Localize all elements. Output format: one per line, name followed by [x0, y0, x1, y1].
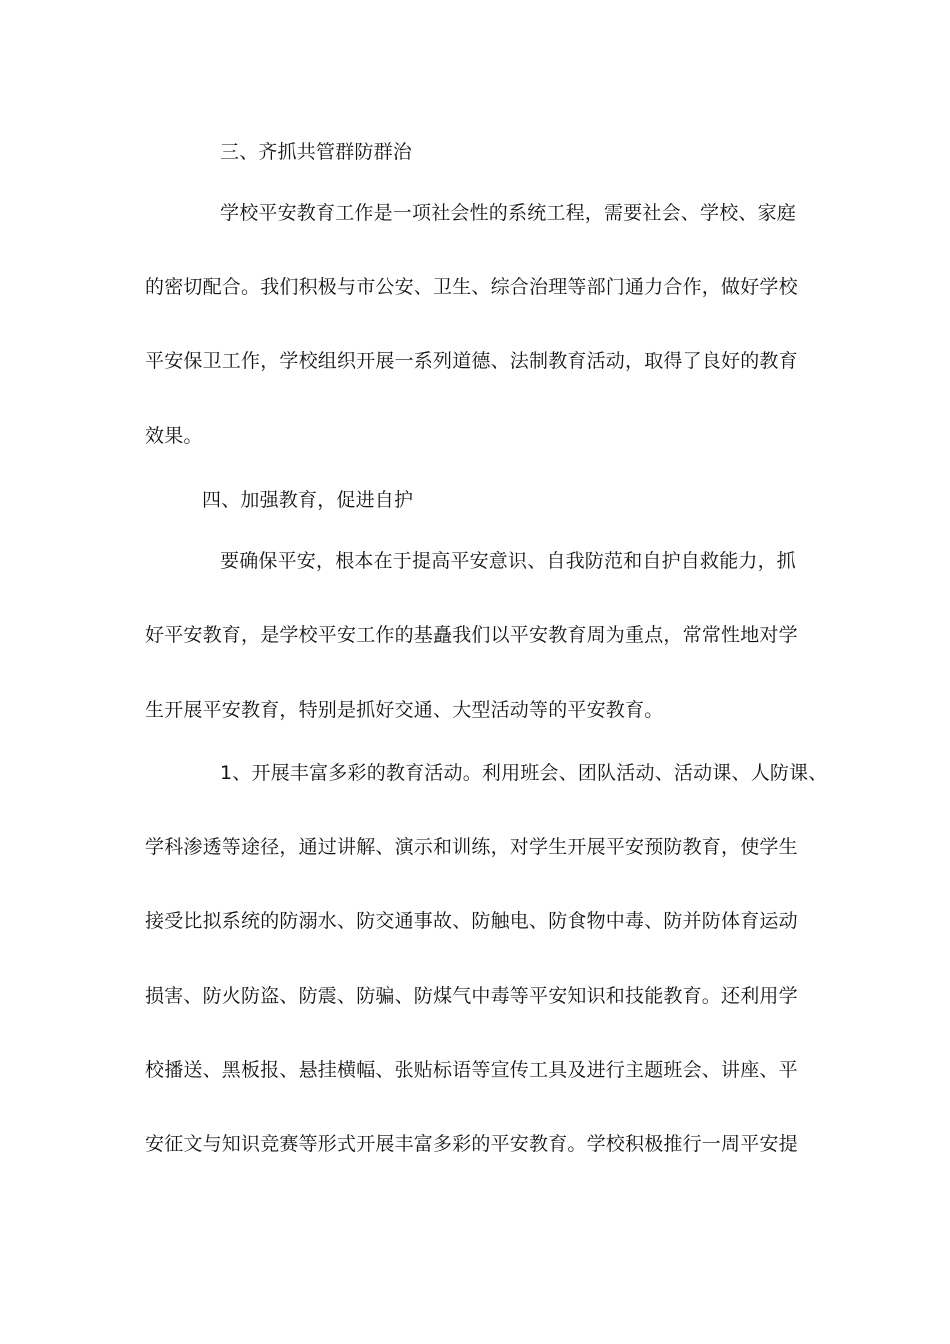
list-item-line: 学科渗透等途径，通过讲解、演示和训练，对学生开展平安预防教育，使学生 [145, 836, 798, 858]
list-item-line: 接受比拟系统的防溺水、防交通事故、防触电、防食物中毒、防并防体育运动 [145, 910, 798, 932]
section-heading-3: 三、齐抓共管群防群治 [220, 141, 413, 163]
paragraph-line: 好平安教育，是学校平安工作的基矗我们以平安教育周为重点，常常性地对学 [145, 624, 798, 646]
paragraph-line: 要确保平安，根本在于提高平安意识、自我防范和自护自救能力，抓 [220, 550, 797, 572]
list-item-line: 损害、防火防盗、防震、防骗、防煤气中毒等平安知识和技能教育。还利用学 [145, 985, 798, 1007]
paragraph-line: 学校平安教育工作是一项社会性的系统工程，需要社会、学校、家庭 [220, 202, 797, 224]
paragraph-line: 效果。 [145, 425, 203, 447]
list-item-line: 校播送、黑板报、悬挂横幅、张贴标语等宣传工具及进行主题班会、讲座、平 [145, 1059, 798, 1081]
paragraph-line: 生开展平安教育，特别是抓好交通、大型活动等的平安教育。 [145, 699, 664, 721]
list-item-line: 1、开展丰富多彩的教育活动。利用班会、团队活动、活动课、人防课、 [220, 762, 828, 784]
list-item-line: 安征文与知识竞赛等形式开展丰富多彩的平安教育。学校积极推行一周平安提 [145, 1133, 798, 1155]
section-heading-4: 四、加强教育，促进自护 [202, 489, 414, 511]
paragraph-line: 平安保卫工作，学校组织开展一系列道德、法制教育活动，取得了良好的教育 [145, 350, 798, 372]
paragraph-line: 的密切配合。我们积极与市公安、卫生、综合治理等部门通力合作，做好学校 [145, 276, 798, 298]
